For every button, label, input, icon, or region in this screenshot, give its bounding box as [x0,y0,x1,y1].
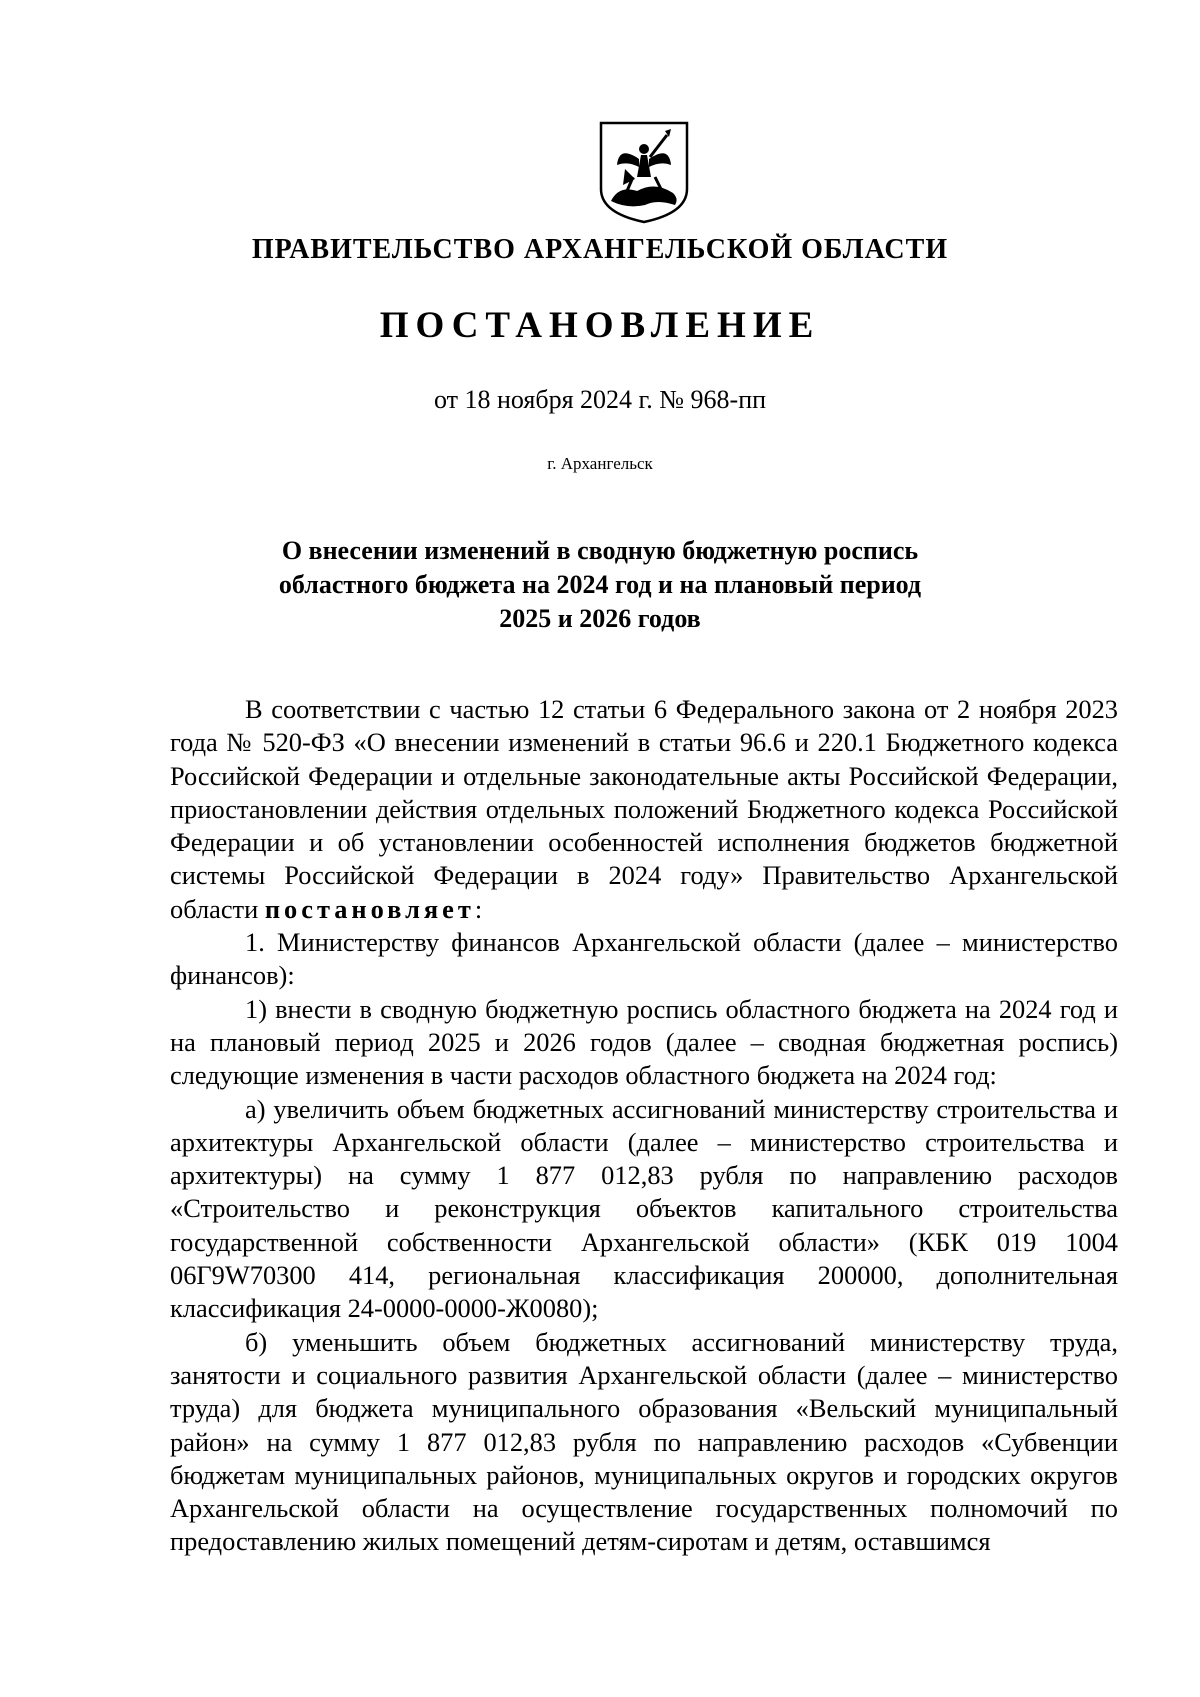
paragraph-subitem-b: б) уменьшить объем бюджетных ассигнований министерству труда, занятости и социального развития Архангельской области (далее – министерство труда) для бюджета муниципального образования «Вельский муниципальный район» на сумму 1 877 012,83 рубля по направлению расходов «Субвенции бюджетам муниципальных районов, муниципальных округов и городских округов Архангельской области на осуществление государственных полномочий по предоставлению жилых помещений детям-сиротам и детям, оставшимся [170,1326,1118,1557]
document-title [0,534,1200,636]
title-line: О внесении изменений в сводную бюджетную роспись [281,536,919,565]
paragraph-subitem-a: а) увеличить объем бюджетных ассигнований министерству строительства и архитектуры Архангельской области (далее – министерство строительства и архитектуры) на сумму 1 877 012,83 рубля по направлению расходов «Строительство и реконструкция объектов капитального строительства государственной собственности Архангельской области» (КБК 019 1004 06Г9W70300 414, региональная классификация 200000, дополнительная классификация 24-0000-0000-Ж0080); [170,1093,1118,1324]
city-name: г. Архангельск [547,454,653,473]
preamble-end: : [474,893,483,924]
preamble-text: В соответствии с частью 12 статьи 6 Федерального закона от 2 ноября 2023 года № 520-ФЗ «О внесении изменений в статьи 96.6 и 220.1 Бюджетного кодекса Российской Федерации и отдельные законодательные акты Российской Федерации, приостановлении действия отдельных положений Бюджетного кодекса Российской Федерации и об установлении особенностей исполнения бюджетов бюджетной системы Российской Федерации в 2024 году» Правительство Архангельской области [170,694,1118,924]
title-line: областного бюджета на 2024 год и на плановый период [278,570,922,599]
document-body [170,693,1118,1559]
title-line: 2025 и 2026 годов [499,604,701,633]
date-and-number: от 18 ноября 2024 г. № 968-пп [433,385,767,414]
paragraph-item-1: 1. Министерству финансов Архангельской области (далее – министерство финансов): [170,927,1118,991]
government-name: ПРАВИТЕЛЬСТВО АРХАНГЕЛЬСКОЙ ОБЛАСТИ [251,234,949,265]
paragraph-subitem-1: 1) внести в сводную бюджетную роспись областного бюджета на 2024 год и на плановый период 2025 и 2026 годов (далее – сводная бюджетная роспись) следующие изменения в части расходов областного бюджета на 2024 год: [170,993,1118,1091]
paragraph-preamble [170,693,1118,926]
document-type: ПОСТАНОВЛЕНИЕ [379,305,821,346]
resolves-keyword: постановляет [264,893,475,924]
coat-of-arms-icon [597,119,691,225]
